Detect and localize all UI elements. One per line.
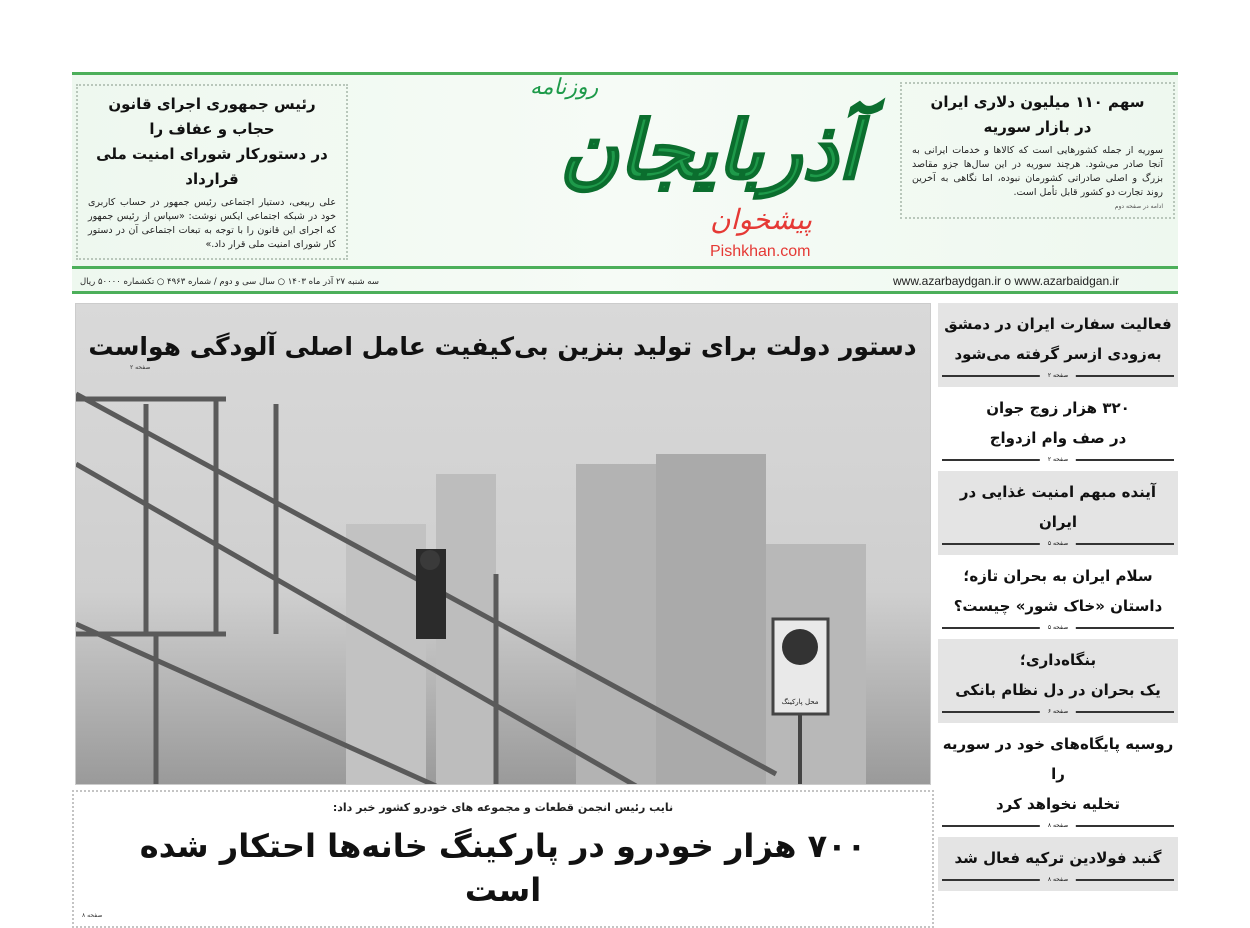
teaser-body: سوریه از جمله کشورهایی است که کالاها و خدمات ایرانی به آنجا صادر می‌شود. هرچند سوریه در این سال‌ها جزو مقاصد بزرگ و اصلی صادراتی کشورمان نبوده، اما نگاهی به آخرین روند تجارت دو کشور قابل تأمل است. xyxy=(912,145,1163,198)
item-title: تخلیه نخواهد کرد xyxy=(995,795,1121,813)
item-title: در صف وام ازدواج xyxy=(989,429,1127,447)
main-headline-block xyxy=(80,330,925,372)
watermark-url[interactable]: Pishkhan.com xyxy=(710,243,811,260)
item-title: گنبد فولادین ترکیه فعال شد xyxy=(954,849,1162,867)
side-news-item[interactable] xyxy=(938,555,1178,639)
divider xyxy=(942,624,1174,635)
main-photo xyxy=(75,303,931,785)
item-title: به‌زودی ازسر گرفته می‌شود xyxy=(954,345,1162,363)
page-ref: صفحه ۲ xyxy=(1040,372,1076,380)
continued-note: ادامه در صفحه دوم xyxy=(1114,203,1163,210)
page-ref: صفحه ۵ xyxy=(1040,624,1076,632)
issue-info: سه شنبه ۲۷ آذر ماه ۱۴۰۳ ○ سال سی و دوم / شماره ۴۹۶۳ ○ تکشماره ۵۰۰۰۰ ریال xyxy=(80,277,379,287)
item-title: روسیه پایگاه‌های خود در سوریه را xyxy=(942,735,1174,783)
side-news-item[interactable] xyxy=(938,303,1178,387)
page-ref: صفحه ۸ xyxy=(1040,822,1076,830)
item-title: فعالیت سفارت ایران در دمشق xyxy=(944,315,1172,333)
page-ref: صفحه ۵ xyxy=(1040,540,1076,548)
page-ref: صفحه ۸ xyxy=(1040,876,1076,884)
divider xyxy=(942,372,1174,383)
teaser-body: علی ربیعی، دستیار اجتماعی رئیس جمهور در حساب کاربری خود در شبکه اجتماعی ایکس نوشت: «سپاس از رئیس جمهور که اجرای این قانون را با توجه به تبعات اجتماعی آن در دستور کار شورای امنیت ملی قرار داد.» xyxy=(88,197,336,250)
teaser-title: سهم ۱۱۰ میلیون دلاری ایران xyxy=(930,93,1145,111)
item-title: بنگاه‌داری؛ xyxy=(1019,651,1097,669)
divider xyxy=(942,876,1174,887)
page-ref: صفحه ۶ xyxy=(1040,708,1076,716)
item-title: داستان «خاک شور» چیست؟ xyxy=(953,597,1163,615)
divider xyxy=(942,540,1174,551)
right-teaser[interactable] xyxy=(900,82,1175,219)
side-news-item[interactable] xyxy=(938,387,1178,471)
story-kicker: نایب رئیس انجمن قطعات و مجموعه های خودرو کشور خبر داد: xyxy=(332,801,674,814)
item-title: سلام ایران به بحران تازه؛ xyxy=(963,567,1153,585)
side-news-item[interactable] xyxy=(938,837,1178,891)
newspaper-logo xyxy=(410,74,880,266)
logo-text: آذربایجان xyxy=(559,103,860,197)
divider xyxy=(942,456,1174,467)
teaser-title: رئیس جمهوری اجرای قانون حجاب و عفاف را xyxy=(108,95,316,138)
page-ref: صفحه ۲ xyxy=(1040,456,1076,464)
sign-label: محل پارکینگ xyxy=(781,698,819,706)
side-news-item[interactable] xyxy=(938,471,1178,555)
item-title: یک بحران در دل نظام بانکی xyxy=(955,681,1161,699)
page-ref: صفحه ۲ xyxy=(130,364,151,371)
item-title: آینده مبهم امنیت غذایی در ایران xyxy=(959,483,1157,531)
main-headline[interactable]: دستور دولت برای تولید بنزین بی‌کیفیت عامل اصلی آلودگی هواست xyxy=(88,332,917,361)
website-links[interactable]: www.azarbaydgan.ir o www.azarbaidgan.ir xyxy=(893,274,1120,288)
side-news-item[interactable] xyxy=(938,639,1178,723)
teaser-title: در دستورکار شورای امنیت ملی قرارداد xyxy=(96,145,328,188)
logo-subtitle: روزنامه xyxy=(530,75,599,100)
divider xyxy=(942,822,1174,833)
divider xyxy=(942,708,1174,719)
story-headline: ۷۰۰ هزار خودرو در پارکینگ خانه‌ها احتکار شده است xyxy=(139,827,867,909)
masthead-rule xyxy=(72,291,1178,294)
item-title: ۳۲۰ هزار زوج جوان xyxy=(986,399,1130,417)
staircase-illustration xyxy=(76,304,931,785)
left-teaser[interactable] xyxy=(76,84,348,260)
sidebar-news xyxy=(938,303,1178,891)
side-news-item[interactable] xyxy=(938,723,1178,837)
teaser-title: در بازار سوریه xyxy=(983,118,1092,136)
watermark: پیشخوان xyxy=(710,203,813,236)
bottom-story[interactable] xyxy=(72,790,934,928)
masthead-rule xyxy=(72,266,1178,269)
page-ref: صفحه ۸ xyxy=(82,912,103,919)
